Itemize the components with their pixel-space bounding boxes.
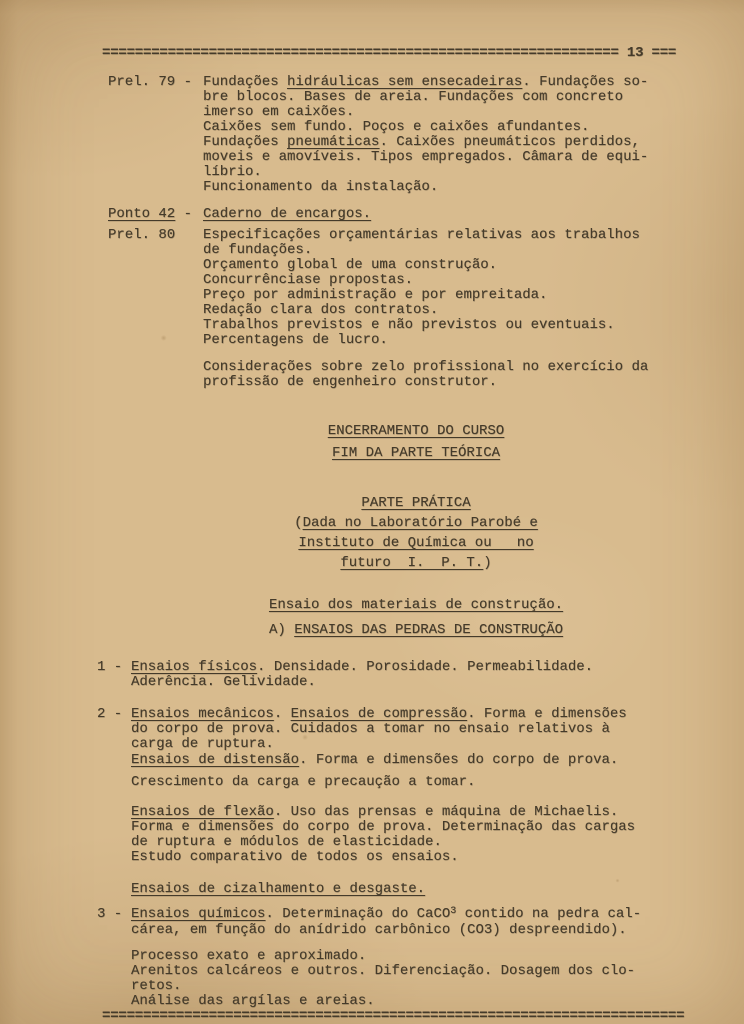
text-segment: Prel. 79 - — [108, 74, 193, 90]
doc-line — [131, 707, 744, 722]
text-segment: . Densidade. Porosidade. Permeabilidade. — [257, 659, 594, 675]
doc-line — [203, 180, 744, 195]
text-segment: Orçamento global de uma construção. — [203, 257, 498, 273]
doc-line — [203, 243, 744, 258]
text-segment: 2 - — [97, 706, 123, 722]
text-segment: ( — [294, 515, 303, 531]
doc-line — [131, 675, 744, 690]
text-segment: . Forma e dimensões do corpo de prova. — [299, 752, 619, 768]
doc-line — [131, 820, 744, 835]
doc-line — [131, 775, 744, 790]
underlined-text: FIM DA PARTE TEÓRICA — [331, 445, 501, 461]
text-segment: 1 - — [97, 659, 123, 675]
entry-prel-79-label — [108, 75, 203, 195]
text-segment: Aderência. Gelividade. — [131, 674, 316, 690]
doc-line — [203, 375, 744, 390]
doc-line — [203, 90, 744, 105]
underlined-text: Ensaios químicos — [131, 906, 266, 922]
entry-prel-80-body — [203, 228, 744, 348]
text-segment: retos. — [131, 978, 182, 994]
text-segment: - — [175, 206, 193, 222]
text-segment: Redação clara dos contratos. — [203, 302, 439, 318]
text-segment: ) — [483, 555, 492, 571]
doc-line — [131, 994, 744, 1009]
doc-line — [131, 722, 744, 737]
item-1-ensaios-fisicos-body — [131, 660, 744, 690]
text-segment: Caixões sem fundo. Poços e caixões afundantes. — [203, 119, 590, 135]
entry-ponto-42-label — [108, 207, 203, 222]
heading-ensaios-pedras — [108, 620, 696, 640]
doc-line — [136, 553, 696, 573]
paragraph-processo-exato-body — [131, 949, 744, 1009]
paragraph-processo-exato — [97, 949, 744, 1009]
paragraph-ensaios-flexao-label — [97, 805, 131, 865]
text-segment: Análise das argílas e areias. — [131, 993, 375, 1009]
entry-ponto-42-body — [203, 207, 744, 222]
item-2-ensaios-mecanicos-body — [131, 707, 744, 752]
doc-line — [203, 360, 744, 375]
text-segment: . Forma e dimensões — [467, 706, 627, 722]
doc-line — [203, 135, 744, 150]
doc-line — [136, 420, 696, 442]
paragraph-ensaios-flexao — [97, 805, 744, 865]
doc-line — [203, 273, 744, 288]
doc-line — [203, 288, 744, 303]
item-3-ensaios-quimicos-label — [97, 907, 131, 938]
doc-line — [131, 850, 744, 865]
underlined-text: Ensaios mecânicos — [131, 706, 274, 722]
text-segment: . Caixões pneumáticos perdidos, — [379, 134, 640, 150]
doc-line — [102, 46, 744, 61]
heading-ensaio-materiais — [108, 595, 696, 615]
paragraph-ensaios-flexao-body — [131, 805, 744, 865]
doc-line — [131, 979, 744, 994]
doc-line — [203, 258, 744, 273]
text-segment: 3 — [450, 906, 457, 917]
paragraph-crescimento-carga — [97, 775, 744, 790]
doc-line — [203, 228, 744, 243]
item-2-ensaios-mecanicos — [97, 707, 744, 752]
doc-line — [136, 533, 696, 553]
underlined-text: ENCERRAMENTO DO CURSO — [327, 423, 505, 439]
paragraph-ensaios-cizalhamento-label — [97, 882, 131, 897]
text-segment: . — [273, 706, 291, 722]
underlined-text: pneumáticas — [287, 134, 380, 150]
text-segment: imerso em caixões. — [203, 104, 355, 120]
doc-line — [131, 923, 744, 938]
text-segment: líbrio. — [203, 164, 262, 180]
entry-prel-80-label — [108, 228, 203, 348]
text-segment: carga de ruptura. — [131, 736, 274, 752]
underlined-text: futuro I. P. T. — [340, 555, 484, 571]
doc-line — [203, 120, 744, 135]
doc-line — [203, 165, 744, 180]
underlined-text: Ensaios de distensão — [131, 752, 300, 768]
underlined-text: Ensaios de flexão — [131, 804, 274, 820]
text-segment: =============================================================== — [102, 45, 619, 61]
text-segment: profissão de engenheiro construtor. — [203, 374, 498, 390]
text-segment: cárea, em função do anídrido carbônico (CO3) despreendido). — [131, 922, 627, 938]
doc-line — [203, 318, 744, 333]
text-segment: Fundações — [203, 134, 288, 150]
paragraph-ensaios-cizalhamento — [97, 882, 744, 897]
doc-line — [131, 753, 744, 768]
text-segment: Percentagens de lucro. — [203, 332, 388, 348]
text-segment: . Uso das prensas e máquina de Michaelis. — [273, 804, 619, 820]
doc-line — [136, 442, 696, 464]
paragraph-ensaios-distensao-label — [97, 753, 131, 768]
underlined-text: Ponto 42 — [108, 206, 176, 222]
underlined-text: Caderno de encargos. — [203, 206, 372, 222]
item-2-ensaios-mecanicos-label — [97, 707, 131, 752]
entry-prel-79 — [108, 75, 744, 195]
text-segment: de fundações. — [203, 242, 313, 258]
text-segment: bre blocos. Bases de areia. Fundações com concreto — [203, 89, 624, 105]
underlined-text: Ensaio dos materiais de construção. — [268, 597, 564, 613]
doc-line — [203, 105, 744, 120]
text-segment: Considerações sobre zelo profissional no exercício da — [203, 359, 649, 375]
text-segment: Preço por administração e por empreitada. — [203, 287, 548, 303]
doc-line — [203, 75, 744, 90]
doc-line — [203, 207, 744, 222]
text-segment: contido na pedra cal- — [456, 906, 642, 922]
underlined-text: ENSAIOS DAS PEDRAS DE CONSTRUÇÃO — [294, 622, 564, 638]
text-segment: Arenitos calcáreos e outros. Diferenciação. Dosagem dos clo- — [131, 963, 636, 979]
text-segment: Prel. 80 — [108, 227, 176, 243]
underlined-text: Ensaios físicos — [131, 659, 258, 675]
underlined-text: Dada no Laboratório Parobé e — [302, 515, 538, 531]
heading-encerramento — [108, 420, 696, 464]
doc-line — [136, 595, 696, 615]
underlined-text: Instituto de Química ou no — [298, 535, 534, 551]
doc-line — [131, 964, 744, 979]
paragraph-processo-exato-label — [97, 949, 131, 1009]
text-segment: A) — [268, 622, 295, 638]
entry-prel-80 — [108, 228, 744, 348]
text-segment: Concurrênciase propostas. — [203, 272, 414, 288]
text-segment: Funcionamento da instalação. — [203, 179, 439, 195]
text-segment: 3 - — [97, 906, 123, 922]
doc-line — [203, 303, 744, 318]
paragraph-consideracoes-label — [108, 360, 203, 390]
item-3-ensaios-quimicos — [97, 907, 744, 938]
text-segment: Estudo comparativo de todos os ensaios. — [131, 849, 459, 865]
text-segment: 13 === — [618, 45, 677, 61]
entry-prel-79-body — [203, 75, 744, 195]
text-segment: Especificações orçamentárias relativas aos trabalhos — [203, 227, 640, 243]
paragraph-ensaios-cizalhamento-body — [131, 882, 744, 897]
doc-line — [136, 513, 696, 533]
text-segment: Crescimento da carga e precaução a tomar. — [131, 774, 476, 790]
item-3-ensaios-quimicos-body — [131, 907, 744, 938]
entry-ponto-42 — [108, 207, 744, 222]
paragraph-ensaios-distensao-body — [131, 753, 744, 768]
doc-line — [131, 805, 744, 820]
heading-parte-pratica — [108, 493, 696, 573]
doc-line — [131, 882, 744, 897]
text-segment: . Fundações so- — [522, 74, 649, 90]
underlined-text: Ensaios de compressão — [290, 706, 468, 722]
paragraph-consideracoes-body — [203, 360, 744, 390]
text-segment: do corpo de prova. Cuidados a tomar no ensaio relativos à — [131, 721, 610, 737]
item-1-ensaios-fisicos — [97, 660, 744, 690]
doc-line — [131, 737, 744, 752]
doc-line — [203, 333, 744, 348]
doc-line — [131, 660, 744, 675]
top-rule — [102, 46, 744, 61]
text-segment: Fundações — [203, 74, 288, 90]
text-segment: Processo exato e aproximado. — [131, 948, 367, 964]
underlined-text: PARTE PRÁTICA — [361, 495, 471, 511]
text-segment: Forma e dimensões do corpo de prova. Determinação das cargas — [131, 819, 636, 835]
doc-line — [203, 150, 744, 165]
doc-line — [131, 835, 744, 850]
underlined-text: Ensaios de cizalhamento e desgaste. — [131, 881, 426, 897]
paragraph-ensaios-distensao — [97, 753, 744, 768]
text-segment: Trabalhos previstos e não previstos ou eventuais. — [203, 317, 615, 333]
text-segment: de ruptura e módulos de elasticidade. — [131, 834, 442, 850]
doc-line — [131, 907, 744, 923]
paragraph-crescimento-carga-body — [131, 775, 744, 790]
underlined-text: hidráulicas sem ensecadeiras — [287, 74, 523, 90]
doc-line — [136, 620, 696, 640]
doc-line — [136, 493, 696, 513]
bottom-rule — [102, 1009, 744, 1024]
text-segment: ======================================================================= — [102, 1008, 685, 1024]
doc-line — [131, 949, 744, 964]
paragraph-crescimento-carga-label — [97, 775, 131, 790]
text-segment: moveis e amovíveis. Tipos empregados. Câmara de equi- — [203, 149, 649, 165]
doc-line — [102, 1009, 744, 1024]
item-1-ensaios-fisicos-label — [97, 660, 131, 690]
paragraph-consideracoes — [108, 360, 744, 390]
text-segment: . Determinação do CaCO — [265, 906, 451, 922]
